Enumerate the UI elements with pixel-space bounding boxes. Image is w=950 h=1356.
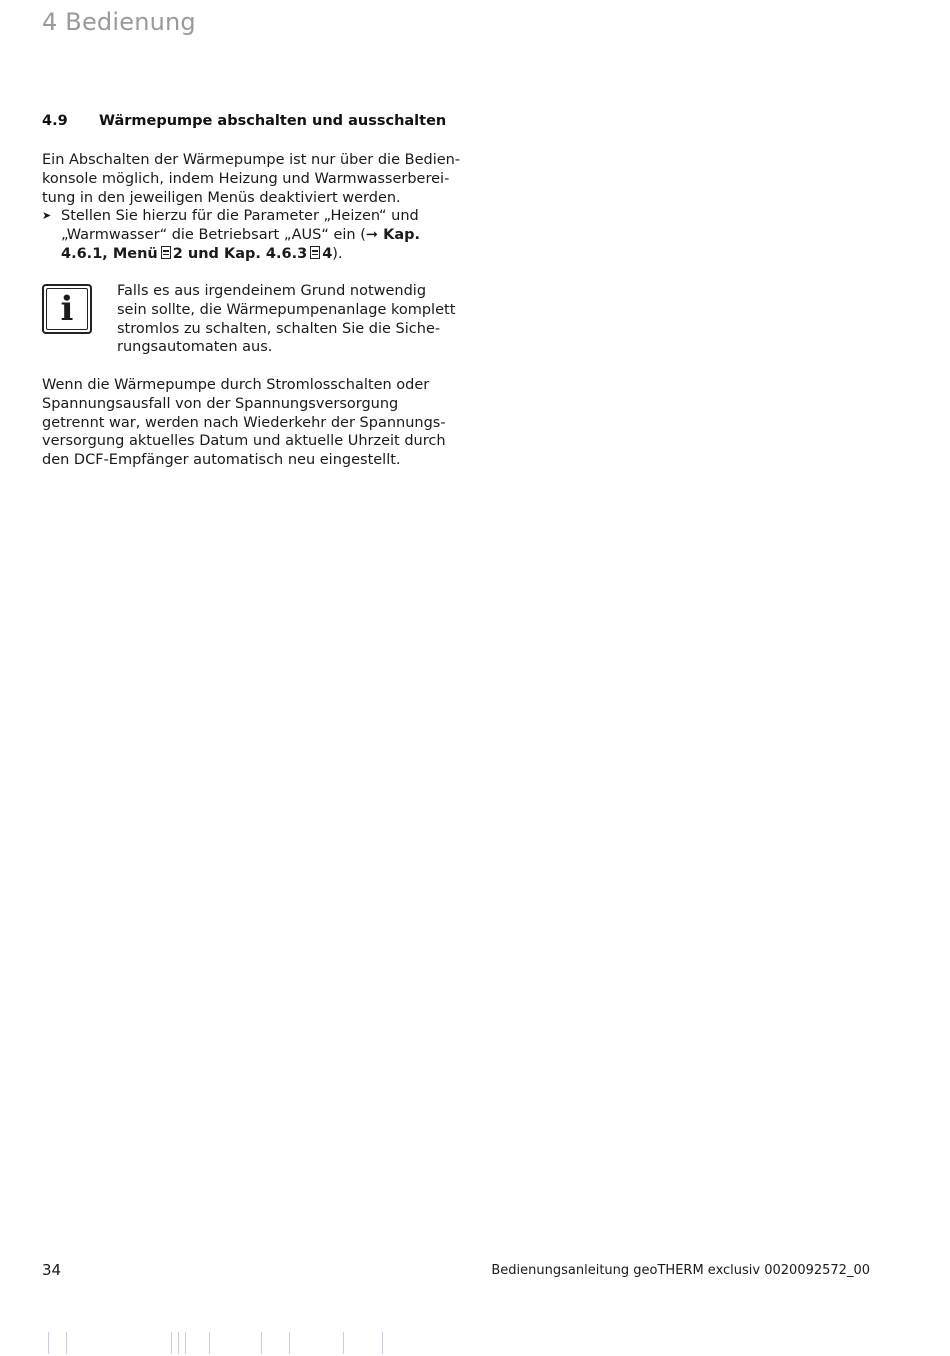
footer-document-title: Bedienungsanleitung geoTHERM exclusiv 0020092572_00: [491, 1263, 870, 1278]
step-text: „Warmwasser“ die Betriebsart „AUS“ ein (: [61, 227, 366, 244]
instruction-step: [42, 207, 462, 263]
chapter-header: 4 Bedienung: [42, 8, 196, 36]
section-heading: [42, 113, 446, 129]
reference-text: 4: [322, 245, 333, 262]
text-line: tung in den jeweiligen Menüs deaktiviert werden.: [42, 189, 401, 206]
reference-text: Kap.: [378, 227, 421, 244]
scan-mark: [171, 1332, 172, 1354]
reference-text: 4.6.1, Menü: [61, 245, 158, 262]
scan-mark: [48, 1332, 49, 1354]
reference-arrow-icon: ➞: [365, 227, 379, 244]
note-line: stromlos zu schalten, schalten Sie die Siche-: [117, 320, 441, 337]
info-note: [117, 282, 457, 357]
info-icon: [42, 284, 92, 334]
text-line: den DCF-Empfänger automatisch neu eingestellt.: [42, 452, 401, 469]
text-line: Spannungsausfall von der Spannungsversorgung: [42, 395, 399, 412]
note-line: Falls es aus irgendeinem Grund notwendig: [117, 283, 427, 299]
scan-mark: [66, 1332, 67, 1354]
power-restore-paragraph: [42, 376, 462, 470]
note-line: sein sollte, die Wärmepumpenanlage komplett: [117, 301, 456, 318]
scan-mark: [261, 1332, 262, 1354]
scan-mark: [289, 1332, 290, 1354]
scan-mark: [185, 1332, 186, 1354]
scan-marks: [45, 1332, 445, 1354]
text-line: Wenn die Wärmepumpe durch Stromlosschalten oder: [42, 377, 430, 393]
info-icon-letter: i: [46, 288, 88, 330]
step-bullet-icon: ➤: [42, 209, 52, 223]
step-line: [61, 245, 462, 264]
text-line: Ein Abschalten der Wärmepumpe ist nur über die Bedien-: [42, 152, 461, 168]
step-line: Stellen Sie hierzu für die Parameter „Heizen“ und: [61, 208, 419, 225]
text-line: konsole möglich, indem Heizung und Warmwasserberei-: [42, 170, 450, 187]
intro-paragraph: [42, 151, 462, 264]
note-line: rungsautomaten aus.: [117, 339, 273, 356]
cross-reference[interactable]: [366, 227, 420, 243]
scan-mark: [382, 1332, 383, 1354]
section-title: Wärmepumpe abschalten und ausschalten: [99, 113, 447, 129]
text-line: getrennt war, werden nach Wiederkehr der Spannungs-: [42, 414, 446, 431]
page-number: 34: [42, 1261, 62, 1279]
scan-mark: [178, 1332, 179, 1354]
menu-icon: [161, 246, 171, 259]
cross-reference[interactable]: [61, 246, 332, 262]
scan-mark: [209, 1332, 210, 1354]
section-number: 4.9: [42, 113, 68, 129]
step-text: ).: [332, 245, 343, 262]
step-line: [61, 226, 462, 245]
text-line: versorgung aktuelles Datum und aktuelle Uhrzeit durch: [42, 433, 446, 450]
scan-mark: [343, 1332, 344, 1354]
reference-text: 2 und Kap. 4.6.3: [172, 245, 308, 262]
menu-icon: [310, 246, 320, 259]
